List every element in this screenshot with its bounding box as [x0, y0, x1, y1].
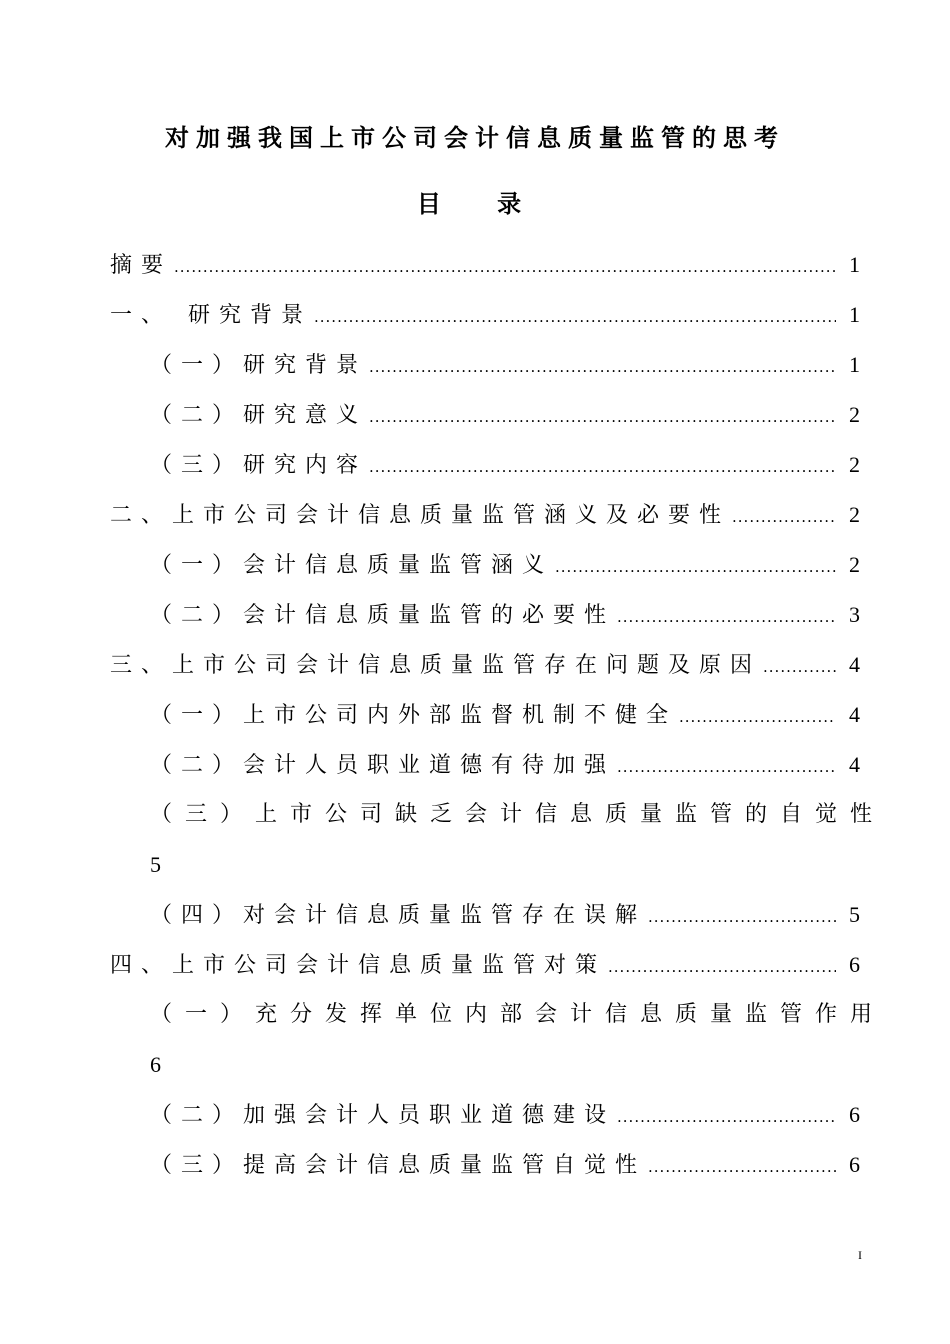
- toc-leader-dots: [617, 592, 836, 642]
- toc-entry-label: （一）上市公司内外部监督机制不健全: [150, 703, 678, 728]
- toc-entry-section-1-1[interactable]: [110, 340, 860, 390]
- table-of-contents: [110, 240, 886, 1190]
- toc-entry-section-4-1[interactable]: [110, 990, 886, 1090]
- toc-entry-section-1-2[interactable]: [110, 390, 860, 440]
- toc-entry-page: 1: [849, 252, 860, 277]
- toc-leader-dots: [369, 392, 836, 442]
- toc-entry-page: 2: [849, 402, 860, 427]
- toc-leader-dots: [732, 492, 836, 542]
- toc-entry-label: （三）提高会计信息质量监管自觉性: [150, 1153, 647, 1178]
- page-number: I: [858, 1248, 862, 1262]
- toc-entry-label: （二）加强会计人员职业道德建设: [150, 1103, 616, 1128]
- toc-entry-label: （二）会计信息质量监管的必要性: [150, 603, 616, 628]
- toc-entry-label: （一）会计信息质量监管涵义: [150, 553, 554, 578]
- toc-entry-section-4-3[interactable]: [110, 1140, 860, 1190]
- toc-entry-label: （三）上市公司缺乏会计信息质量监管的自觉性: [150, 802, 886, 827]
- toc-entry-page: 1: [849, 352, 860, 377]
- toc-entry-label: 二、上市公司会计信息质量监管涵义及必要性: [110, 503, 731, 528]
- toc-entry-page: 2: [849, 552, 860, 577]
- toc-entry-page: 2: [849, 502, 860, 527]
- toc-leader-dots: [174, 242, 836, 292]
- toc-leader-dots: [555, 542, 836, 592]
- toc-leader-dots: [648, 892, 836, 942]
- toc-entry-section-4-2[interactable]: [110, 1090, 860, 1140]
- document-title: 对加强我国上市公司会计信息质量监管的思考: [165, 123, 785, 152]
- toc-heading: 目 录: [416, 189, 546, 218]
- toc-entry-label: 四、上市公司会计信息质量监管对策: [110, 953, 607, 978]
- toc-entry-label: （一）充分发挥单位内部会计信息质量监管作用: [150, 1002, 886, 1027]
- toc-leader-dots: [617, 742, 836, 792]
- toc-entry-section-3-4[interactable]: [110, 890, 860, 940]
- toc-entry-label: （三）研究内容: [150, 453, 368, 478]
- toc-entry-section-2-1[interactable]: [110, 540, 860, 590]
- toc-entry-section-1[interactable]: [110, 290, 860, 340]
- toc-entry-section-3-2[interactable]: [110, 740, 860, 790]
- toc-entry-page: 6: [849, 952, 860, 977]
- toc-entry-page: 4: [849, 752, 860, 777]
- toc-entry-page: 4: [849, 702, 860, 727]
- toc-entry-page: 2: [849, 452, 860, 477]
- toc-entry-label: 三、上市公司会计信息质量监管存在问题及原因: [110, 653, 762, 678]
- toc-entry-section-3-3[interactable]: [110, 790, 886, 890]
- toc-entry-page: 6: [150, 1052, 161, 1077]
- toc-entry-page: 5: [150, 852, 161, 877]
- toc-entry-section-3[interactable]: [110, 640, 860, 690]
- toc-leader-dots: [608, 942, 836, 992]
- toc-entry-page: 1: [849, 302, 860, 327]
- toc-entry-label: （一）研究背景: [150, 353, 368, 378]
- toc-leader-dots: [617, 1092, 836, 1142]
- toc-leader-dots: [763, 642, 836, 692]
- toc-entry-label: 一、 研究背景: [110, 303, 312, 328]
- toc-entry-section-2-2[interactable]: [110, 590, 860, 640]
- toc-entry-label: （二）研究意义: [150, 403, 368, 428]
- toc-entry-section-2[interactable]: [110, 490, 860, 540]
- toc-leader-dots: [314, 292, 836, 342]
- toc-entry-page: 3: [849, 602, 860, 627]
- toc-entry-page: 6: [849, 1102, 860, 1127]
- toc-entry-label: 摘要: [110, 253, 173, 278]
- toc-leader-dots: [679, 692, 836, 742]
- toc-entry-page: 6: [849, 1152, 860, 1177]
- toc-leader-dots: [648, 1142, 836, 1192]
- toc-entry-section-1-3[interactable]: [110, 440, 860, 490]
- toc-leader-dots: [369, 342, 836, 392]
- toc-leader-dots: [369, 442, 836, 492]
- toc-entry-section-4[interactable]: [110, 940, 860, 990]
- toc-entry-section-3-1[interactable]: [110, 690, 860, 740]
- toc-entry-page: 5: [849, 902, 860, 927]
- toc-entry-page: 4: [849, 652, 860, 677]
- toc-entry-label: （四）对会计信息质量监管存在误解: [150, 903, 647, 928]
- toc-entry-label: （二）会计人员职业道德有待加强: [150, 753, 616, 778]
- toc-entry-abstract[interactable]: [110, 240, 860, 290]
